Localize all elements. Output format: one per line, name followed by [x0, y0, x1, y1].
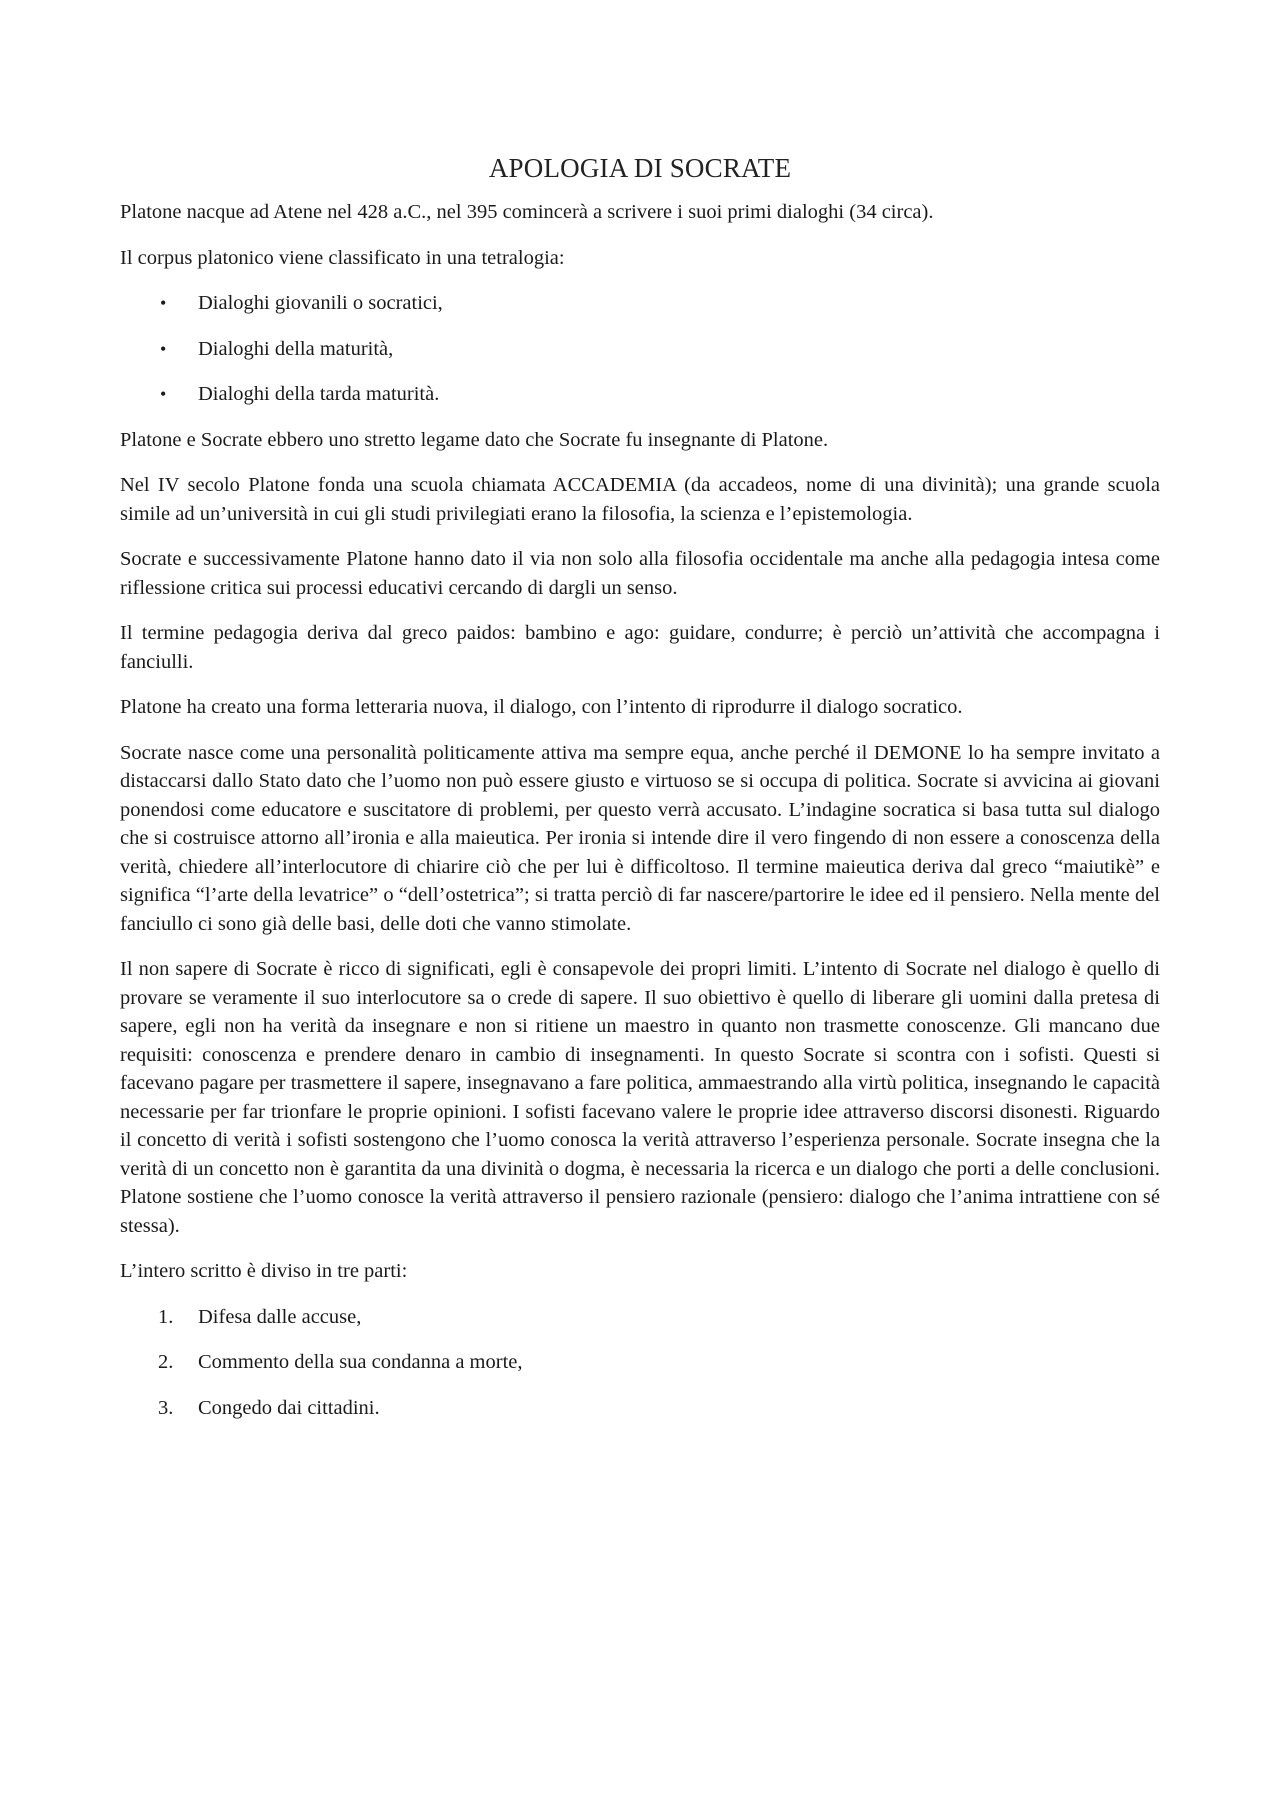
number-marker: 2. — [158, 1351, 174, 1373]
paragraph-structure: L’intero scritto è diviso in tre parti: — [120, 1260, 408, 1282]
number-marker: 3. — [158, 1396, 174, 1419]
list-item-text: Commento della sua condanna a morte, — [198, 1351, 523, 1373]
list-item — [120, 1348, 1160, 1377]
paragraph-pedagogy: Socrate e successivamente Platone hanno dato il via non solo alla filosofia occidentale ma anche alla pedagogia intesa come riflessione critica sui processi educativi cercando di dargli un senso. — [120, 548, 1160, 599]
bullet-marker: • — [160, 338, 167, 359]
list-item — [120, 1303, 1160, 1332]
paragraph-accademia: Nel IV secolo Platone fonda una scuola chiamata ACCADEMIA (da accadeos, nome di una divinità); una grande scuola simile ad un’università in cui gli studi privilegiati erano la filosofia, la scienza e l’epistemologia. — [120, 474, 1160, 525]
tetralogy-list — [120, 289, 1160, 409]
list-item-text: Dialoghi giovanili o socratici, — [198, 292, 443, 314]
list-item — [120, 1394, 1160, 1423]
bullet-marker: • — [160, 293, 167, 313]
paragraph-dialogue: Platone ha creato una forma letteraria nuova, il dialogo, con l’intento di riprodurre il dialogo socratico. — [120, 696, 963, 718]
paragraph-non-sapere: Il non sapere di Socrate è ricco di significati, egli è consapevole dei propri limiti. L’intento di Socrate nel dialogo è quello di provare se veramente il suo interlocutore sa o crede di sapere. Il suo obiettivo è quello di liberare gli uomini dalla pretesa di sapere, egli non ha verità da insegnare e non si ritiene un maestro in quanto non trasmette conoscenze. Gli mancano due requisiti: conoscenza e prendere denaro in cambio di insegnamenti. In questo Socrate si scontra con i sofisti. Questi si facevano pagare per trasmettere il sapere, insegnavano a fare politica, ammaestrando alla virtù politica, insegnando le capacità necessarie per far trionfare le proprie opinioni. I sofisti facevano valere le proprie idee attraverso discorsi disonesti. Riguardo il concetto di verità i sofisti sostengono che l’uomo conosca la verità attraverso l’esperienza personale. Socrate insegna che la verità di un concetto non è garantita da una divinità o dogma, è necessaria la ricerca e un dialogo che porti a delle conclusioni. Platone sostiene che l’uomo conosce la verità attraverso il pensiero razionale (pensiero: dialogo che l’anima intrattiene con sé stessa). — [120, 958, 1160, 1237]
list-item-text: Difesa dalle accuse, — [198, 1305, 362, 1328]
list-item — [120, 335, 1160, 364]
paragraph-relationship: Platone e Socrate ebbero uno stretto legame dato che Socrate fu insegnante di Platone. — [120, 428, 829, 451]
bullet-marker: • — [160, 384, 167, 404]
list-item-text: Congedo dai cittadini. — [198, 1396, 380, 1419]
document-page — [120, 148, 1160, 1439]
paragraph-etymology: Il termine pedagogia deriva dal greco paidos: bambino e ago: guidare, condurre; è perciò un’attività che accompagna i fanciulli. — [120, 622, 1160, 673]
paragraph-intro: Platone nacque ad Atene nel 428 a.C., nel 395 comincerà a scrivere i suoi primi dialoghi (34 circa). — [120, 201, 934, 223]
list-item — [120, 380, 1160, 409]
document-title: APOLOGIA DI SOCRATE — [488, 153, 792, 183]
list-item — [120, 289, 1160, 318]
number-marker: 1. — [158, 1305, 174, 1328]
list-item-text: Dialoghi della tarda maturità. — [198, 383, 440, 405]
parts-list — [120, 1303, 1160, 1423]
paragraph-corpus: Il corpus platonico viene classificato in una tetralogia: — [120, 246, 565, 269]
paragraph-socrates: Socrate nasce come una personalità politicamente attiva ma sempre equa, anche perché il DEMONE lo ha sempre invitato a distaccarsi dallo Stato dato che l’uomo non può essere giusto e virtuoso se si occupa di politica. Socrate si avvicina ai giovani ponendosi come educatore e suscitatore di problemi, per questo verrà accusato. L’indagine socratica si basa tutta sul dialogo che si costruisce attorno all’ironia e alla maieutica. Per ironia si intende dire il vero fingendo di non essere a conoscenza della verità, chiedere all’interlocutore di chiarire ciò che per lui è difficoltoso. Il termine maieutica deriva dal greco “maiutikè” e significa “l’arte della levatrice” o “dell’ostetrica”; si tratta perciò di far nascere/partorire le idee ed il pensiero. Nella mente del fanciullo ci sono già delle basi, delle doti che vanno stimolate. — [120, 741, 1160, 935]
list-item-text: Dialoghi della maturità, — [198, 337, 394, 360]
